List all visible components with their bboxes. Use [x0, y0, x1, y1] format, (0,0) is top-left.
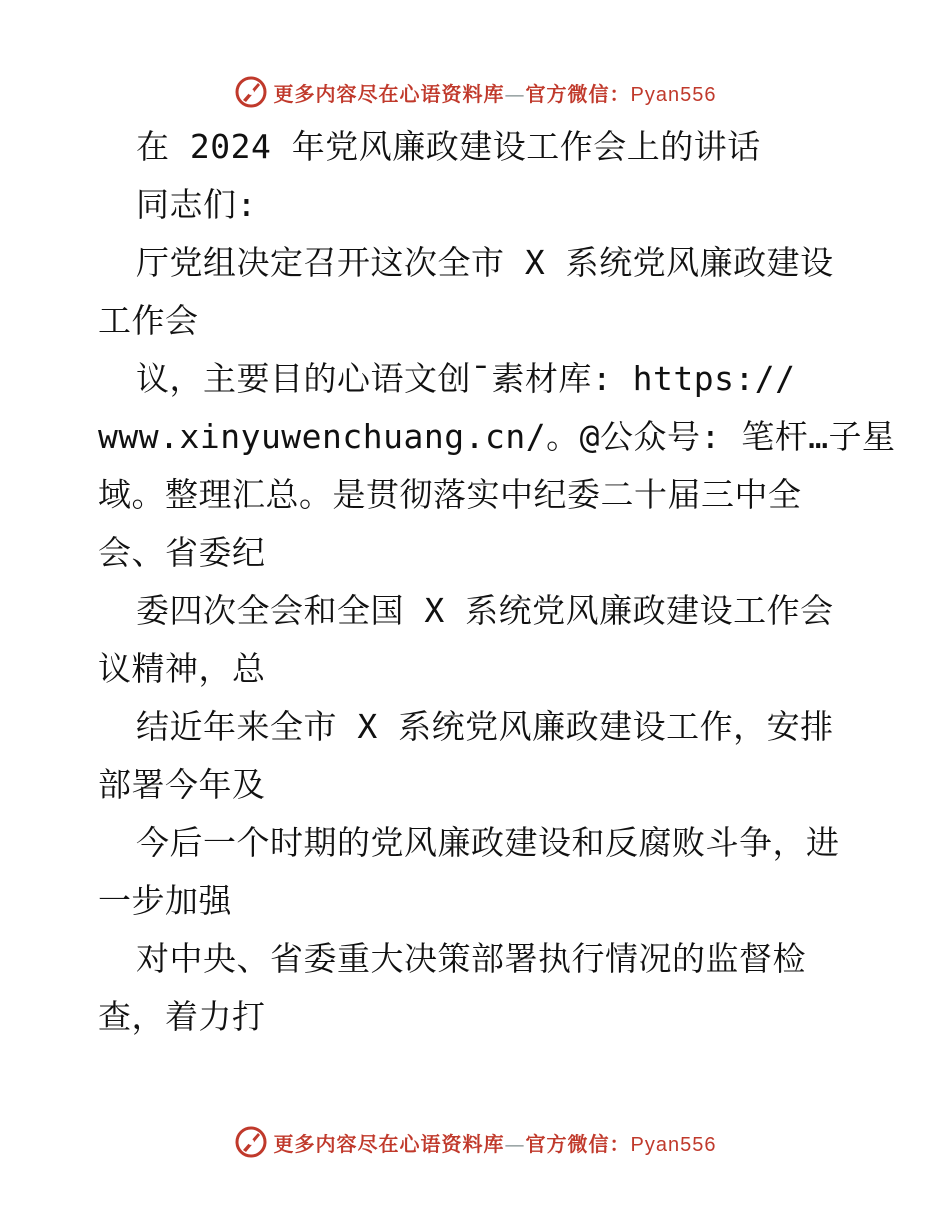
banner-text — [274, 1128, 717, 1157]
document-title: 在 2024 年党风廉政建设工作会上的讲话 — [136, 127, 761, 166]
banner-main-text: 更多内容尽在心语资料库 — [273, 1131, 505, 1156]
text-line: 委四次全会和全国 X 系统党风廉政建设工作会 — [136, 591, 834, 630]
text-line: www.xinyuwenchuang.cn/。@公众号: 笔杆…子星 — [98, 417, 896, 456]
header-banner — [0, 72, 950, 112]
banner-account-id: Pyan556 — [630, 83, 717, 106]
banner-content — [234, 1125, 717, 1159]
text-line: 工作会 — [98, 301, 199, 340]
text-line: 会、省委纪 — [98, 533, 266, 572]
text-line: 一步加强 — [98, 881, 232, 920]
text-line: 议，主要目的心语文创¯素材库: https:// — [136, 359, 796, 398]
text-line: 今后一个时期的党风廉政建设和反腐败斗争，进 — [136, 823, 840, 862]
text-line: 部署今年及 — [98, 765, 266, 804]
banner-separator: — — [504, 1131, 526, 1156]
text-line: 对中央、省委重大决策部署执行情况的监督检 — [136, 939, 806, 978]
quill-seal-icon — [234, 75, 268, 109]
banner-separator: — — [504, 81, 526, 106]
banner-content — [234, 75, 717, 109]
document-body — [98, 118, 896, 1046]
text-line: 厅党组决定召开这次全市 X 系统党风廉政建设 — [136, 243, 834, 282]
quill-seal-icon — [234, 1125, 268, 1159]
banner-account-label: 官方微信： — [525, 81, 631, 106]
text-line: 议精神，总 — [98, 649, 266, 688]
banner-account-label: 官方微信： — [525, 1131, 631, 1156]
banner-text — [274, 78, 717, 107]
text-line: 结近年来全市 X 系统党风廉政建设工作，安排 — [136, 707, 834, 746]
banner-main-text: 更多内容尽在心语资料库 — [273, 81, 505, 106]
text-line: 查，着力打 — [98, 997, 266, 1036]
banner-account-id: Pyan556 — [630, 1133, 717, 1156]
text-line: 同志们: — [136, 185, 257, 224]
footer-banner — [0, 1122, 950, 1162]
text-line: 域。整理汇总。是贯彻落实中纪委二十届三中全 — [98, 475, 802, 514]
